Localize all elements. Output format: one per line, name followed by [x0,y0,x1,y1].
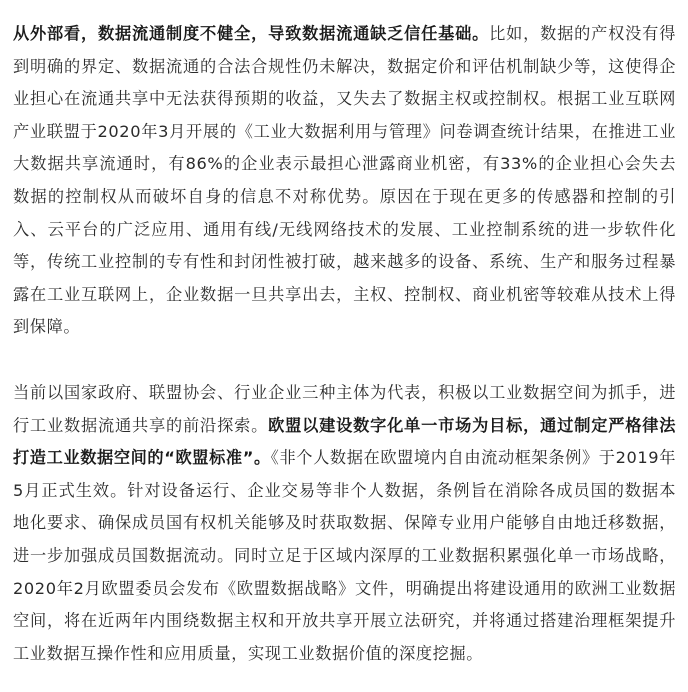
paragraph-text: 当前以国家政府、联盟协会、行业企业三种主体为代表，积极以工业数据空间为抓手，进行工业数据流通共享的前沿探索。 [13,382,676,435]
paragraph-data-circulation-institutions [13,18,676,344]
paragraph-text: 比如，数据的产权没有得到明确的界定、数据流通的合法合规性仍未解决，数据定价和评估机制缺少等，这使得企业担心在流通共享中无法获得预期的收益，又失去了数据主权或控制权。根据工业互联网产业联盟于2020年3月开展的《工业大数据利用与管理》问卷调查统计结果，在推进工业大数据共享流通时，有86%的企业表示最担心泄露商业机密，有33%的企业担心会失去数据的控制权从而破坏自身的信息不对称优势。原因在于现在更多的传感器和控制的引入、云平台的广泛应用、通用有线/无线网络技术的发展、工业控制系统的进一步软件化等，传统工业控制的专有性和封闭性被打破，越来越多的设备、系统、生产和服务过程暴露在工业互联网上，企业数据一旦共享出去，主权、控制权、商业机密等较难从技术上得到保障。 [13,24,676,337]
key-point-heading: 从外部看，数据流通制度不健全，导致数据流通缺乏信任基础。 [13,24,490,43]
paragraph-eu-data-space [13,377,676,670]
paragraph-text: 《非个人数据在欧盟境内自由流动框架条例》于2019年5月正式生效。针对设备运行、企业交易等非个人数据，条例旨在消除各成员国的数据本地化要求、确保成员国有权机关能够及时获取数据、保障专业用户能够自由地迁移数据，进一步加强成员国数据流动。同时立足于区域内深厚的工业数据积累强化单一市场战略，2020年2月欧盟委员会发布《欧盟数据战略》文件，明确提出将建设通用的欧洲工业数据空间，将在近两年内围绕数据主权和开放共享开展立法研究，并将通过搭建治理框架提升工业数据互操作性和应用质量，实现工业数据价值的深度挖掘。 [13,448,676,663]
key-point-heading: 欧盟以建设数字化单一市场为目标，通过制定严格律法打造工业数据空间的“欧盟标准”。 [13,415,677,468]
